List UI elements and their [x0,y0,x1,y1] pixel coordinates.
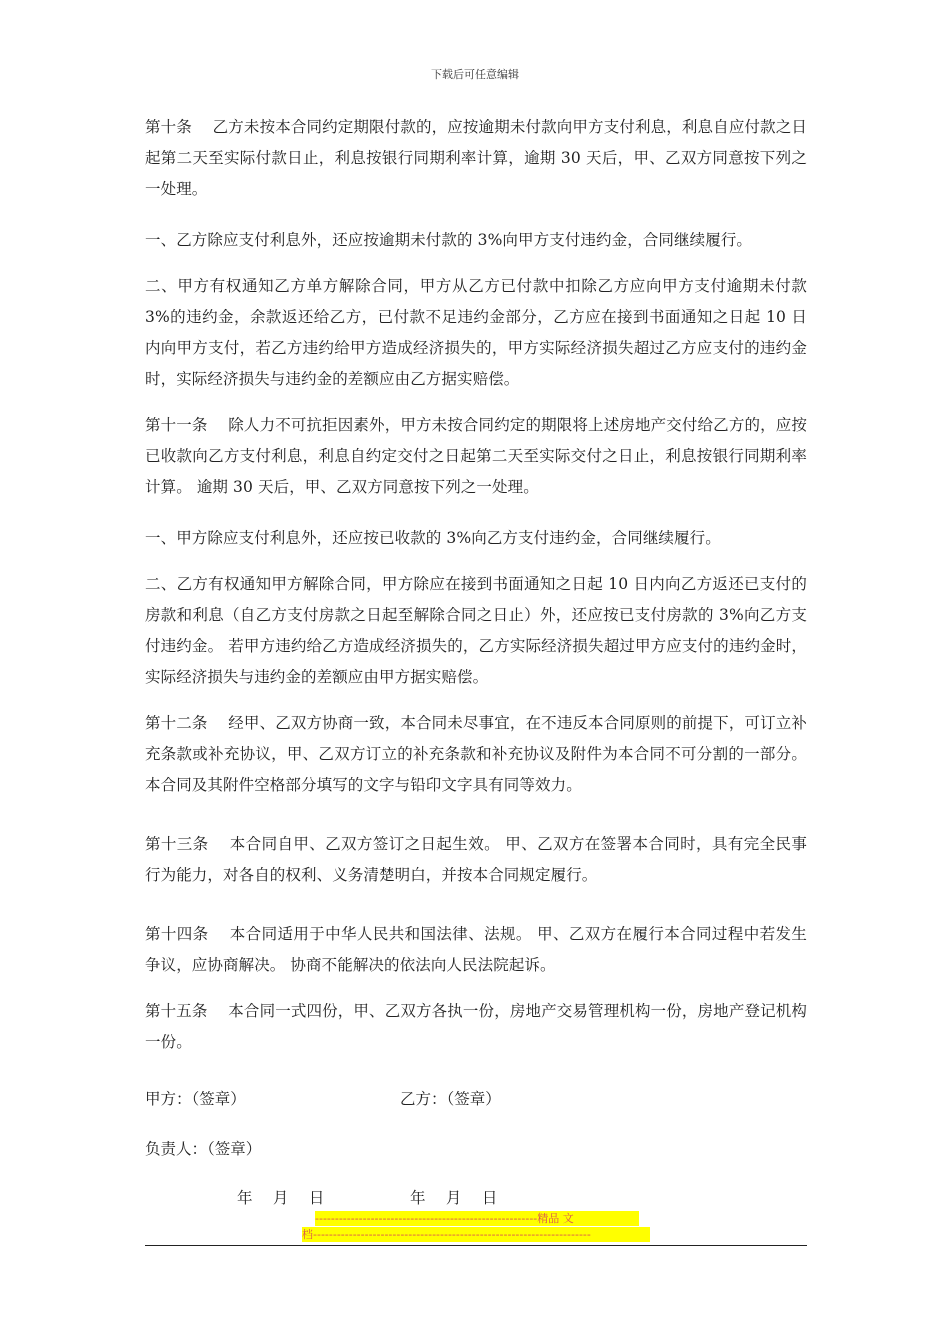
page-header: 下载后可任意编辑 [431,68,519,81]
article-10: 第十条 乙方未按本合同约定期限付款的，应按逾期未付款向甲方支付利息，利息自应付款之日起第二天至实际付款日止，利息按银行同期利率计算，逾期 30 天后，甲、乙双方同意按下列之一处理。 [145,118,807,198]
article-11-option-1: 一、甲方除应支付利息外，还应按已收款的 3%向乙方支付违约金，合同继续履行。 [145,529,721,547]
party-a-date: 年 月 日 [237,1189,325,1207]
article-11-option-2: 二、乙方有权通知甲方解除合同，甲方除应在接到书面通知之日起 10 日内向乙方返还已支付的房款和利息（自乙方支付房款之日起至解除合同之日止）外，还应按已支付房款的 3%向乙方支付违约金。 若甲方违约给乙方造成经济损失的，乙方实际经济损失超过甲方应支付的违约金时，实际经济损失与违约金的差额应由甲方据实赔偿。 [145,575,807,686]
party-b-signature: 乙方：（签章） [400,1090,501,1108]
party-a-signature: 甲方：（签章） [145,1090,246,1108]
footer-rule [145,1245,807,1246]
article-10-option-1: 一、乙方除应支付利息外，还应按逾期未付款的 3%向甲方支付违约金，合同继续履行。 [145,231,753,249]
contract-body [145,112,807,1058]
article-15: 第十五条 本合同一式四份，甲、乙双方各执一份，房地产交易管理机构一份，房地产登记机构一份。 [145,1002,807,1051]
article-14: 第十四条 本合同适用于中华人民共和国法律、法规。 甲、乙双方在履行本合同过程中若发生争议，应协商解决。 协商不能解决的依法向人民法院起诉。 [145,925,807,974]
party-b-date: 年 月 日 [410,1189,498,1207]
footer-watermark-line-1: --------------------------------------------------------精品 文 [315,1211,639,1226]
footer-watermark-line-2: 档---------------------------------------------------------------------- [302,1227,650,1242]
article-13: 第十三条 本合同自甲、乙双方签订之日起生效。 甲、乙双方在签署本合同时，具有完全民事行为能力，对各自的权利、义务清楚明白，并按本合同规定履行。 [145,835,807,884]
responsible-signature: 负责人：（签章） [145,1140,262,1158]
article-11: 第十一条 除人力不可抗拒因素外，甲方未按合同约定的期限将上述房地产交付给乙方的，应按已收款向乙方支付利息，利息自约定交付之日起第二天至实际交付之日止，利息按银行同期利率计算。 逾期 30 天后，甲、乙双方同意按下列之一处理。 [145,416,807,496]
article-12: 第十二条 经甲、乙双方协商一致，本合同未尽事宜，在不违反本合同原则的前提下，可订立补充条款或补充协议，甲、乙双方订立的补充条款和补充协议及附件为本合同不可分割的一部分。 本合同及其附件空格部分填写的文字与铅印文字具有同等效力。 [145,714,807,794]
article-10-option-2: 二、甲方有权通知乙方单方解除合同，甲方从乙方已付款中扣除乙方应向甲方支付逾期未付款 3%的违约金，余款返还给乙方，已付款不足违约金部分，乙方应在接到书面通知之日起 10 日内向甲方支付，若乙方违约给甲方造成经济损失的，甲方实际经济损失超过乙方应支付的违约金时，实际经济损失与违约金的差额应由乙方据实赔偿。 [145,277,807,388]
